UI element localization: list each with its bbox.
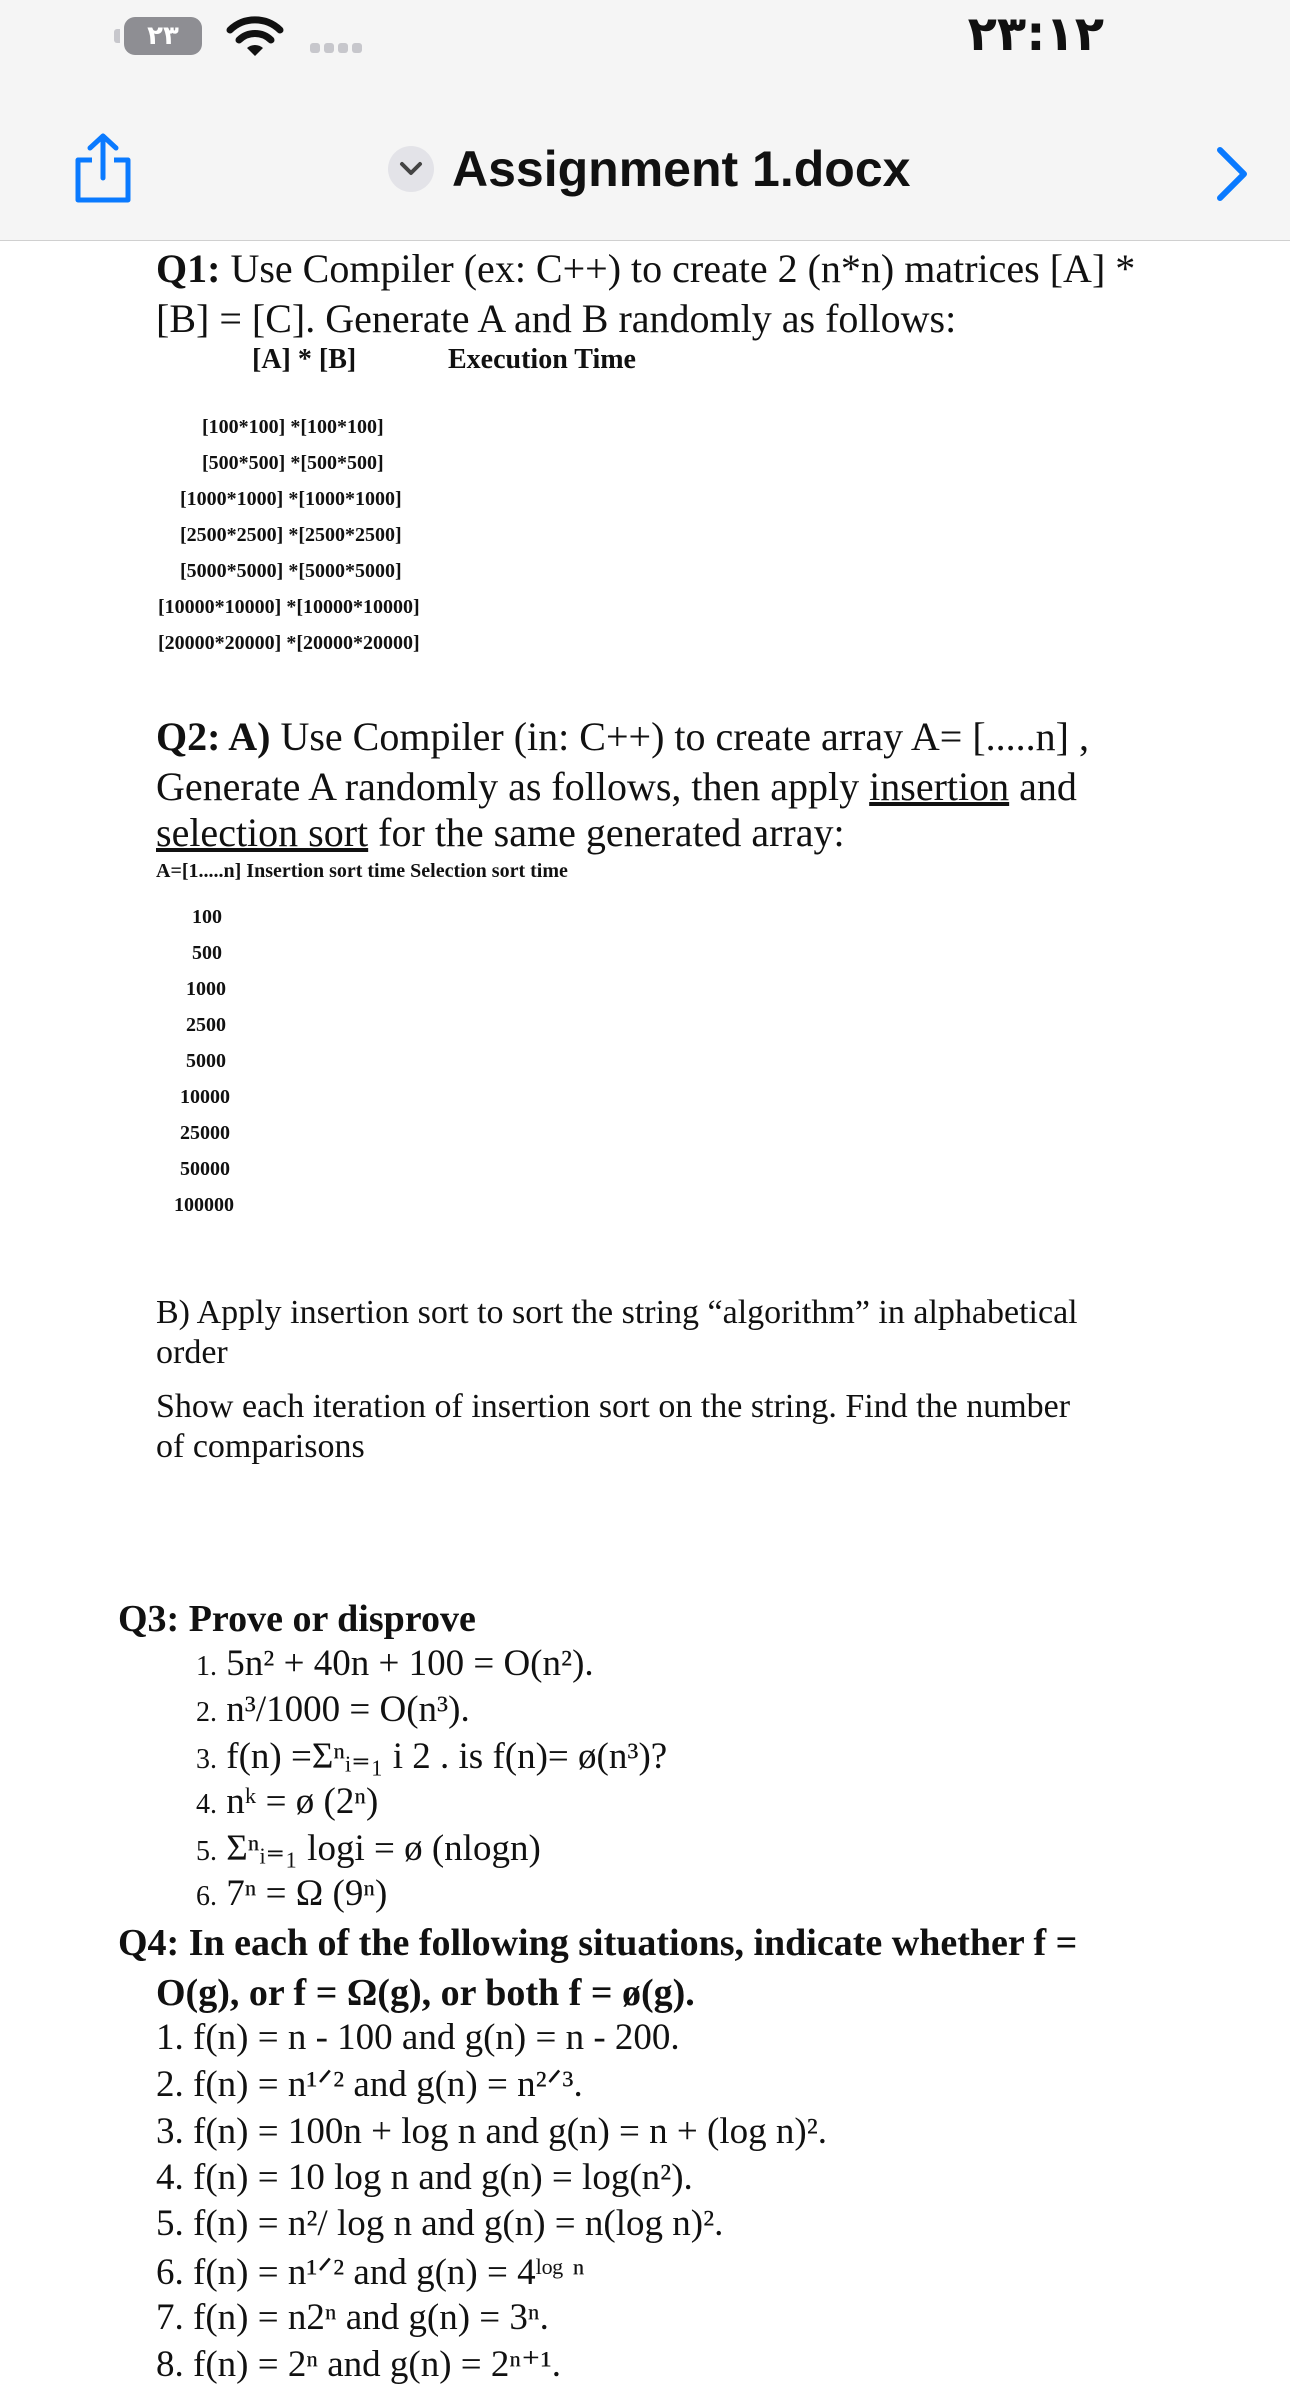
q1-row: [10000*10000] *[10000*10000]	[158, 596, 420, 618]
q2-text-2a: Generate A randomly as follows, then apply	[156, 764, 870, 809]
q4-line2: O(g), or f = Ω(g), or both f = ø(g).	[156, 1972, 695, 2014]
q2-line2	[156, 762, 1077, 812]
q4-item: 8. f(n) = 2ⁿ and g(n) = 2ⁿ⁺¹.	[156, 2344, 561, 2385]
q2-text-3b: for the same generated array:	[368, 810, 845, 855]
q2-text-selection: selection sort	[156, 810, 369, 855]
q3-item	[196, 1734, 667, 1778]
q1-text-1: Use Compiler (ex: C++) to create 2 (n*n) matrices [A] *	[230, 246, 1136, 291]
q3-item	[196, 1642, 594, 1685]
q2-row: 25000	[180, 1122, 230, 1144]
q1-row: [100*100] *[100*100]	[202, 416, 384, 438]
q2-table-header: A=[1.....n] Insertion sort time Selection sort time	[156, 860, 568, 882]
q1-row: [1000*1000] *[1000*1000]	[180, 488, 402, 510]
q2b-line1: B) Apply insertion sort to sort the string “algorithm” in alphabetical	[156, 1294, 1078, 1331]
q2-line3	[156, 808, 845, 858]
q1-row: [2500*2500] *[2500*2500]	[180, 524, 402, 546]
document-title: Assignment 1.docx	[452, 141, 911, 197]
q2-row: 1000	[186, 978, 226, 1000]
battery-cap	[114, 29, 120, 43]
q1-line1	[156, 244, 1135, 294]
q1-col-time: Execution Time	[448, 344, 636, 375]
q2b-line4: of comparisons	[156, 1428, 365, 1465]
item-text: f(n) =Σⁿᵢ₌₁ i 2 . is f(n)= ø(n³)?	[226, 1736, 668, 1777]
q2b-line2: order	[156, 1334, 228, 1371]
q2b-line3: Show each iteration of insertion sort on the string. Find the number	[156, 1388, 1071, 1425]
q1-label: Q1:	[156, 246, 221, 291]
q1-row: [5000*5000] *[5000*5000]	[180, 560, 402, 582]
q4-item: 4. f(n) = 10 log n and g(n) = log(n²).	[156, 2157, 693, 2198]
item-number: 5.	[196, 1836, 217, 1867]
item-text: nᵏ = ø (2ⁿ)	[226, 1781, 379, 1822]
item-number: 6.	[196, 1881, 217, 1912]
item-text: Σⁿᵢ₌₁ logi = ø (nlogn)	[226, 1828, 541, 1869]
q1-col-ab: [A] * [B]	[252, 344, 357, 375]
q2-row: 10000	[180, 1086, 230, 1108]
q4-label: Q4:	[118, 1922, 180, 1964]
q2-row: 100	[192, 906, 222, 928]
q2-text-1: Use Compiler (in: C++) to create array A= [.....n] ,	[280, 714, 1089, 759]
q2-label: Q2: A)	[156, 714, 271, 759]
q2-row: 500	[192, 942, 222, 964]
item-text: n³/1000 = O(n³).	[226, 1689, 470, 1730]
chevron-right-icon[interactable]	[1212, 144, 1252, 204]
q4-item: 6. f(n) = n¹ᐟ² and g(n) = 4ˡᵒᵍ ⁿ	[156, 2252, 585, 2293]
q4-item: 3. f(n) = 100n + log n and g(n) = n + (log n)².	[156, 2111, 828, 2152]
document-title-menu[interactable]	[388, 140, 910, 198]
q4-item: 5. f(n) = n²/ log n and g(n) = n(log n)².	[156, 2203, 724, 2244]
q4-item: 7. f(n) = n2ⁿ and g(n) = 3ⁿ.	[156, 2297, 549, 2338]
q2-row: 50000	[180, 1158, 230, 1180]
q1-line2: [B] = [C]. Generate A and B randomly as follows:	[156, 296, 957, 341]
item-number: 4.	[196, 1789, 217, 1820]
item-text: 5n² + 40n + 100 = O(n²).	[226, 1643, 594, 1684]
item-number: 3.	[196, 1744, 217, 1775]
q4-line1	[118, 1918, 1077, 1968]
q3-item	[196, 1780, 378, 1823]
battery-indicator: ٢٣	[124, 17, 202, 55]
q4-text-1: In each of the following situations, indicate whether f =	[188, 1922, 1078, 1964]
q2-text-insertion: insertion	[869, 764, 1010, 809]
q4-item: 2. f(n) = n¹ᐟ² and g(n) = n²ᐟ³.	[156, 2064, 583, 2105]
q2-row: 5000	[186, 1050, 226, 1072]
chevron-down-icon[interactable]	[388, 146, 434, 192]
q3-title: Q3: Prove or disprove	[118, 1598, 476, 1640]
signal-dots	[310, 43, 362, 53]
q3-item	[196, 1826, 541, 1870]
item-number: 2.	[196, 1697, 217, 1728]
status-time: ٢٣:١٢	[967, 6, 1104, 62]
q2-text-2c: and	[1009, 764, 1077, 809]
navigation-bar	[0, 0, 1290, 241]
q3-item	[196, 1872, 387, 1915]
q1-row: [500*500] *[500*500]	[202, 452, 384, 474]
share-icon[interactable]	[70, 132, 136, 206]
wifi-icon	[226, 14, 284, 60]
item-text: 7ⁿ = Ω (9ⁿ)	[226, 1873, 388, 1914]
q3-item	[196, 1688, 470, 1731]
q1-row: [20000*20000] *[20000*20000]	[158, 632, 420, 654]
item-number: 1.	[196, 1651, 217, 1682]
q2-row: 2500	[186, 1014, 226, 1036]
q4-item: 1. f(n) = n - 100 and g(n) = n - 200.	[156, 2017, 680, 2058]
q2-line1	[156, 712, 1089, 762]
q2-row: 100000	[174, 1194, 234, 1216]
